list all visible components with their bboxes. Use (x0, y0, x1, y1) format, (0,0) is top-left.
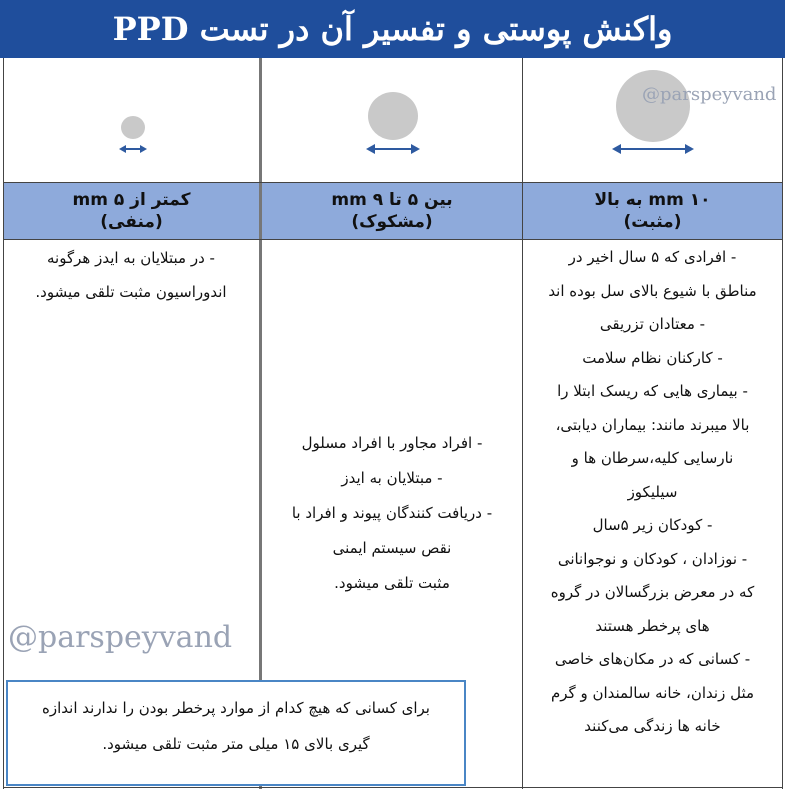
header-negative-label: (منفی) (100, 212, 163, 232)
list-item: که در معرض بزرگسالان در گروه (550, 583, 755, 601)
negative-criteria-list (6, 241, 256, 309)
header-positive-label: (مثبت) (623, 212, 682, 232)
positive-criteria-list (525, 241, 780, 744)
small-diameter-arrow-icon (119, 142, 147, 156)
list-item: مثل زندان، خانه سالمندان و گرم (550, 683, 755, 702)
list-item: - کسانی که در مکان‌های خاصی (554, 650, 751, 668)
table-border-bottom (3, 787, 783, 788)
note-line: برای کسانی که هیچ کدام از موارد پرخطر بودن را ندارند اندازه (42, 699, 430, 717)
medium-diameter-arrow-icon (366, 142, 420, 156)
page-title: واکنش پوستی و تفسیر آن در تست PPD (0, 0, 785, 58)
large-diameter-arrow-icon (612, 142, 694, 156)
table-border-left (3, 58, 4, 789)
list-item: بالا میبرند مانند: بیماران دیابتی، (555, 415, 750, 434)
list-item: مثبت تلقی میشود. (334, 574, 450, 592)
note-line: گیری بالای ۱۵ میلی متر مثبت تلقی میشود. (102, 735, 370, 753)
watermark-bottom: @parspeyvand (8, 620, 233, 655)
list-item: - بیماری هایی که ریسک ابتلا را (557, 382, 748, 400)
list-item: - معتادان تزریقی (599, 315, 706, 333)
column-divider-2 (522, 58, 523, 789)
table-border-right (782, 58, 783, 789)
large-induration-circle (616, 70, 690, 142)
list-item: - مبتلایان به ایدز (341, 469, 443, 487)
list-item: - نوزادان ، کودکان و نوجوانانی (557, 549, 748, 568)
list-item: - افرادی که ۵ سال اخیر در (568, 248, 737, 266)
watermark-top: @parspeyvand (642, 84, 777, 105)
list-item: های پرخطر هستند (595, 616, 710, 635)
list-item: نقص سیستم ایمنی (332, 539, 452, 557)
list-item: خانه ها زندگی می‌کنند (584, 717, 721, 735)
list-item: اندوراسیون مثبت تلقی میشود. (35, 283, 227, 301)
list-item: - کارکنان نظام سلامت (582, 348, 723, 367)
header-negative-size: کمتر از ۵ mm (72, 190, 191, 210)
medium-induration-circle (368, 92, 418, 140)
list-item: - دریافت کنندگان پیوند و افراد با (291, 504, 493, 522)
header-suspicious-label: (مشکوک) (351, 212, 433, 232)
header-suspicious-size: بین ۵ تا ۹ mm (331, 190, 453, 210)
list-item: - افراد مجاور با افراد مسلول (301, 434, 483, 452)
list-item: سیلیکوز (627, 482, 678, 501)
column-header-positive (523, 183, 782, 239)
column-header-negative (4, 183, 259, 239)
list-item: نارسایی کلیه،سرطان ها و (571, 449, 734, 467)
suspicious-criteria-list (264, 426, 520, 601)
column-header-suspicious (262, 183, 522, 239)
note-box (6, 680, 466, 786)
list-item: - کودکان زیر ۵سال (592, 516, 713, 534)
row-divider-bottom (3, 239, 783, 240)
header-positive-size: ۱۰ mm به بالا (594, 190, 711, 210)
list-item: - در مبتلایان به ایدز هرگونه (47, 249, 215, 267)
list-item: مناطق با شیوع بالای سل بوده اند (548, 281, 757, 300)
small-induration-circle (121, 116, 145, 139)
